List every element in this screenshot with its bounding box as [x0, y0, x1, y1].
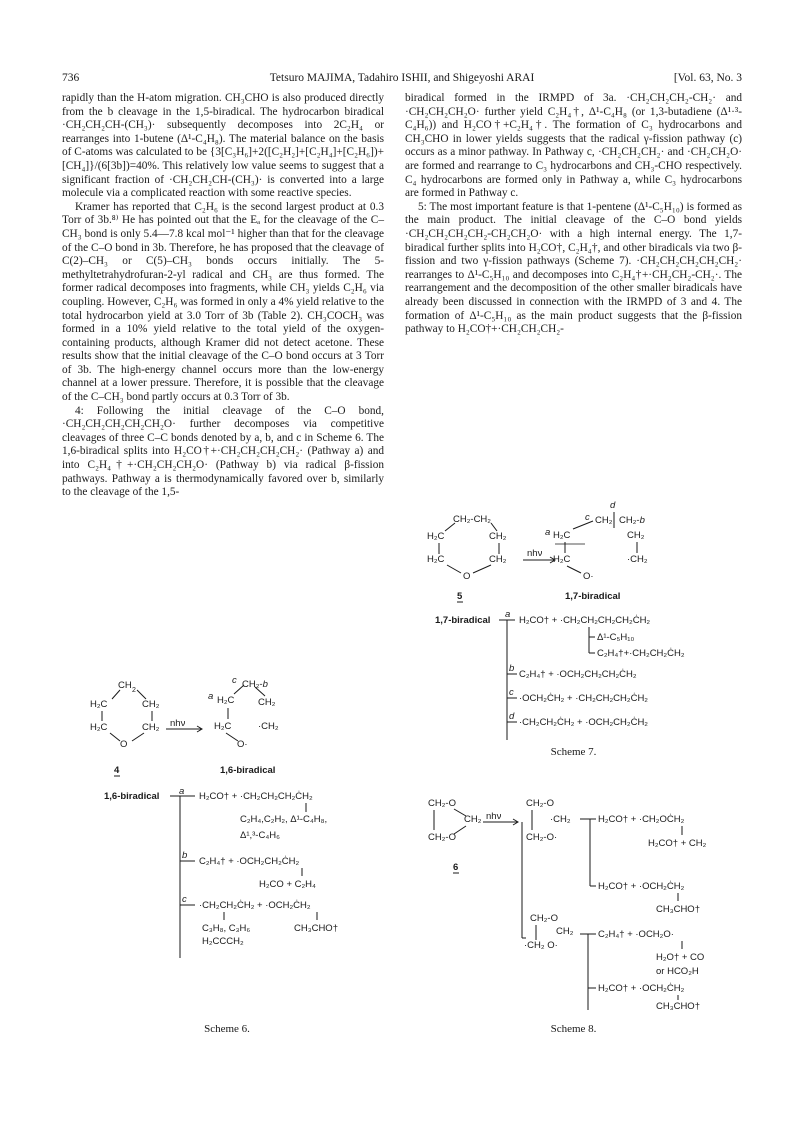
biradical-1-6-structure	[208, 675, 279, 750]
svg-text:CH₂: CH₂	[142, 699, 160, 710]
pathway-a-products: Δ¹,³-C₄H₆	[240, 830, 280, 841]
svg-text:c: c	[232, 675, 237, 686]
scheme-start: 1,7-biradical	[435, 615, 491, 626]
reaction-product: H₂CO† + ·OCH₂ĊH₂	[598, 983, 685, 994]
right-column	[405, 92, 742, 337]
intermediate-2	[524, 913, 574, 951]
svg-text:CH₂: CH₂	[595, 515, 613, 526]
svg-text:H₂C: H₂C	[217, 695, 235, 706]
running-authors: Tetsuro MAJIMA, Tadahiro ISHII, and Shigeyoshi ARAI	[269, 72, 535, 84]
page-header	[62, 72, 742, 88]
reaction-product: C₂H₄† + ·OCH₂O·	[598, 929, 674, 940]
scheme-start: 1,6-biradical	[104, 791, 160, 802]
svg-text:CH₂-b: CH₂-b	[619, 515, 645, 526]
svg-text:d: d	[610, 500, 616, 511]
svg-text:CH₂-O: CH₂-O	[428, 798, 456, 809]
pathway-a: H₂CO† + ·CH₂CH₂CH₂ĊH₂	[199, 791, 313, 802]
svg-text:CH₂: CH₂	[258, 697, 276, 708]
biradical-1-7-structure	[545, 500, 648, 582]
pathway-a: H₂CO† + ·CH₂CH₂CH₂CH₂ĊH₂	[519, 615, 651, 626]
scheme-6-figure	[62, 665, 392, 1010]
svg-text:c: c	[585, 512, 590, 523]
svg-text:c: c	[182, 894, 187, 905]
svg-text:O·: O·	[237, 739, 248, 750]
svg-text:CH₂: CH₂	[627, 530, 645, 541]
svg-text:H₂C: H₂C	[90, 722, 108, 733]
pathway-b-products: H₂CO + C₂H₄	[259, 879, 316, 890]
svg-text:CH₂-O: CH₂-O	[428, 832, 456, 843]
svg-text:O·: O·	[583, 571, 594, 582]
svg-text:a: a	[208, 691, 214, 702]
biradical-label: 1,7-biradical	[565, 591, 621, 602]
compound-4-ring	[90, 680, 160, 750]
pathway-c: ·CH₂CH₂ĊH₂ + ·OCH₂ĊH₂	[199, 900, 311, 911]
svg-text:d: d	[509, 711, 515, 722]
paragraph: biradical formed in the IRMPD of 3a. ·CH₂CH₂CH₂-CH₂· and ·CH₂CH₂CH₂O· further yield C₂H₄†, Δ¹-C₄H₈ (or 1,3-butadiene (Δ¹·³-C₄H₆)) and H₂CO†+C₂H₄†. The formation of C₃ hydrocarbons and CH₃CHO in lower yields suggests that the radical γ-fission pathway (c) occurs as a minor pathway. In Pathway c, ·CH₂CH₂CH₂· and ·CH₂CH₂O· are formed and rearrange to C₃ hydrocarbons and CH₃-CHO respectively. C₄ hydrocarbons are formed only in Pathway a, while C₃ hydrocarbons are formed in Pathway c.	[405, 92, 742, 200]
svg-text:CH₂-b: CH₂-b	[242, 679, 268, 690]
svg-text:CH₂-O·: CH₂-O·	[526, 832, 558, 843]
svg-text:a: a	[179, 786, 185, 797]
pathway-a-product: Δ¹-C₅H₁₀	[597, 632, 635, 643]
svg-text:H₂C: H₂C	[427, 554, 445, 565]
intermediate-1	[526, 798, 571, 843]
svg-text:CH₂: CH₂	[489, 554, 507, 565]
svg-text:b: b	[182, 850, 188, 861]
svg-text:H₂C: H₂C	[553, 554, 571, 565]
reaction-product: CH₃CHO†	[656, 1001, 700, 1010]
pathway-c: ·OCH₂ĊH₂ + ·CH₂CH₂CH₂ĊH₂	[519, 693, 648, 704]
compound-number: 6	[453, 862, 459, 873]
svg-text:·CH₂: ·CH₂	[258, 721, 279, 732]
svg-text:O: O	[463, 571, 471, 582]
svg-text:H₂C: H₂C	[553, 530, 571, 541]
page-number: 736	[62, 72, 80, 84]
scheme-6-caption: Scheme 6.	[204, 1023, 250, 1035]
pathway-c-products: C₃H₈, C₃H₆	[202, 923, 251, 934]
reaction-product: H₂O† + CO	[656, 952, 705, 963]
scheme-8-figure	[420, 788, 742, 1010]
compound-5-ring	[427, 514, 507, 582]
svg-text:a: a	[505, 609, 511, 620]
paragraph: rapidly than the H-atom migration. CH₃CHO is also produced directly from the b cleavage in the 1,5-biradical. The hydrocarbon biradical ·CH₂CH₂CH-(CH₃)· subsequently decomposes into 2C₂H₄ or rearranges into 1-butene (Δ¹-C₄H₈). The material balance on the basis of C-atoms was calculated to be {3[C₃H₆]+2([C₂H₂]+[C₂H₄]+[C₂H₆])+[CH₄]}/(6[3b])=40%. This relatively low value seems to suggest that a significant fraction of ·CH₂CH₂CH-(CH₃)· is converted into a large molecule via a complicated reaction with some reactive species.	[62, 92, 384, 200]
svg-text:CH₂: CH₂	[142, 722, 160, 733]
hv-label: nhν	[527, 548, 543, 559]
svg-text:CH₂: CH₂	[556, 926, 574, 937]
svg-text:H₂C: H₂C	[427, 531, 445, 542]
reaction-product: H₂CO† + ·CH₂OĊH₂	[598, 814, 685, 825]
paragraph: 4: Following the initial cleavage of the C–O bond, ·CH₂CH₂CH₂CH₂CH₂O· further decomposes via competitive cleavages of three C–C bonds denoted by a, b, and c in Scheme 6. The 1,6-biradical splits into H₂CO†+·CH₂CH₂CH₂CH₂· (Pathway a) and into C₂H₄†+·CH₂CH₂CH₂O· (Pathway b) via radical β-fission pathways. Pathway a is thermodynamically favored over b, similarly to the cleavage of the 1,5-	[62, 404, 384, 499]
compound-number: 4	[114, 765, 120, 776]
svg-text:CH: CH	[118, 680, 132, 691]
hv-label: nhν	[486, 811, 502, 822]
svg-text:2: 2	[132, 687, 136, 694]
reaction-product: H₂CO† + CH₂	[648, 838, 707, 849]
svg-text:b: b	[509, 663, 515, 674]
svg-text:CH₂: CH₂	[464, 814, 482, 825]
scheme-8-caption: Scheme 8.	[550, 1023, 597, 1035]
svg-text:CH₂: CH₂	[489, 531, 507, 542]
volume-info: [Vol. 63, No. 3	[673, 72, 742, 84]
pathway-d: ·CH₂CH₂ĊH₂ + ·OCH₂CH₂ĊH₂	[519, 717, 648, 728]
svg-text:a: a	[545, 527, 551, 538]
pathway-c-aldehyde: CH₃CHO†	[294, 923, 338, 934]
compound-number: 5	[457, 591, 463, 602]
reaction-product: CH₃CHO†	[656, 904, 700, 915]
pathway-b: C₂H₄† + ·OCH₂CH₂CH₂ĊH₂	[519, 669, 637, 680]
svg-text:c: c	[509, 687, 514, 698]
paragraph: Kramer has reported that C₂H₆ is the second largest product at 0.3 Torr of 3b.⁸⁾ He has pointed out that the Eₐ for the cleavage of the C–CH₃ bond is only 5.4—7.8 kcal mol⁻¹ higher than that for the cleavage of the C–O bond in 3b. Therefore, he has proposed that the cleavage of C(2)–CH₃ or C(5)–CH₃ bonds occurs initially. The 5-methyltetrahydrofuran-2-yl radical and CH₃ are thus formed. The former radical decomposes into fragments, while CH₃ yields C₂H₆ via coupling. However, C₂H₆ was formed in only a 4% yield relative to the total hydrocarbon yield at 3.0 Torr of 3b (Table 2). CH₃COCH₃ was formed in a 10% yield relative to the total yield of the oxygen-containing products, although Kramer did not detect acetone. These results show that the initial cleavage of the C–O bond occurs at 3 Torr of 3b. The high-energy channel occurs more than the low-energy channel at a lower pressure. Therefore, it is possible that the cleavage of the C–CH₃ bond partly occurs at 0.3 Torr of 3b.	[62, 200, 384, 404]
reaction-product: or HCO₂H	[656, 966, 699, 977]
svg-text:CH₂-CH₂: CH₂-CH₂	[453, 514, 491, 525]
pathway-b: C₂H₄† + ·OCH₂CH₂ĊH₂	[199, 856, 300, 867]
svg-text:H₂C: H₂C	[90, 699, 108, 710]
svg-text:·CH₂: ·CH₂	[627, 554, 648, 565]
pathway-a-product: C₂H₄†+·CH₂CH₂ĊH₂	[597, 648, 685, 659]
scheme-7-caption: Scheme 7.	[550, 746, 597, 758]
svg-text:CH₂-O: CH₂-O	[530, 913, 558, 924]
pathway-c-products: H₂CCCH₂	[202, 936, 244, 947]
compound-6-ring	[428, 798, 482, 843]
biradical-label: 1,6-biradical	[220, 765, 276, 776]
svg-text:CH₂-O: CH₂-O	[526, 798, 554, 809]
pathway-a-products: C₂H₄,C₂H₂, Δ¹-C₄H₈,	[240, 814, 328, 825]
svg-text:·CH₂ O·: ·CH₂ O·	[524, 940, 558, 951]
svg-text:H₂C: H₂C	[214, 721, 232, 732]
svg-text:·CH₂: ·CH₂	[550, 814, 571, 825]
paragraph: 5: The most important feature is that 1-pentene (Δ¹-C₅H₁₀) is formed as the main product. The initial cleavage of the C–O bond yields ·CH₂CH₂CH₂CH₂-CH₂CH₂O· with a high internal energy. The 1,7-biradical further splits into H₂CO†, C₂H₄†, and other biradicals via two β-fission and two γ-fission pathways (Scheme 7). ·CH₂CH₂CH₂CH₂CH₂· rearranges to Δ¹-C₅H₁₀ and decomposes into C₂H₄†+·CH₂CH₂-CH₂·. The rearrangement and the decomposition of the other smaller biradicals have already been discussed in connection with the IRMPD of 3 and 4. The formation of Δ¹-C₅H₁₀ as the main product suggests that the β-fission pathway to H₂CO†+·CH₂CH₂CH₂-	[405, 200, 742, 336]
left-column	[62, 92, 384, 500]
scheme-7-figure	[405, 500, 742, 740]
svg-text:O: O	[120, 739, 128, 750]
reaction-product: H₂CO† + ·OCH₂ĊH₂	[598, 881, 685, 892]
hv-label: nhν	[170, 718, 186, 729]
